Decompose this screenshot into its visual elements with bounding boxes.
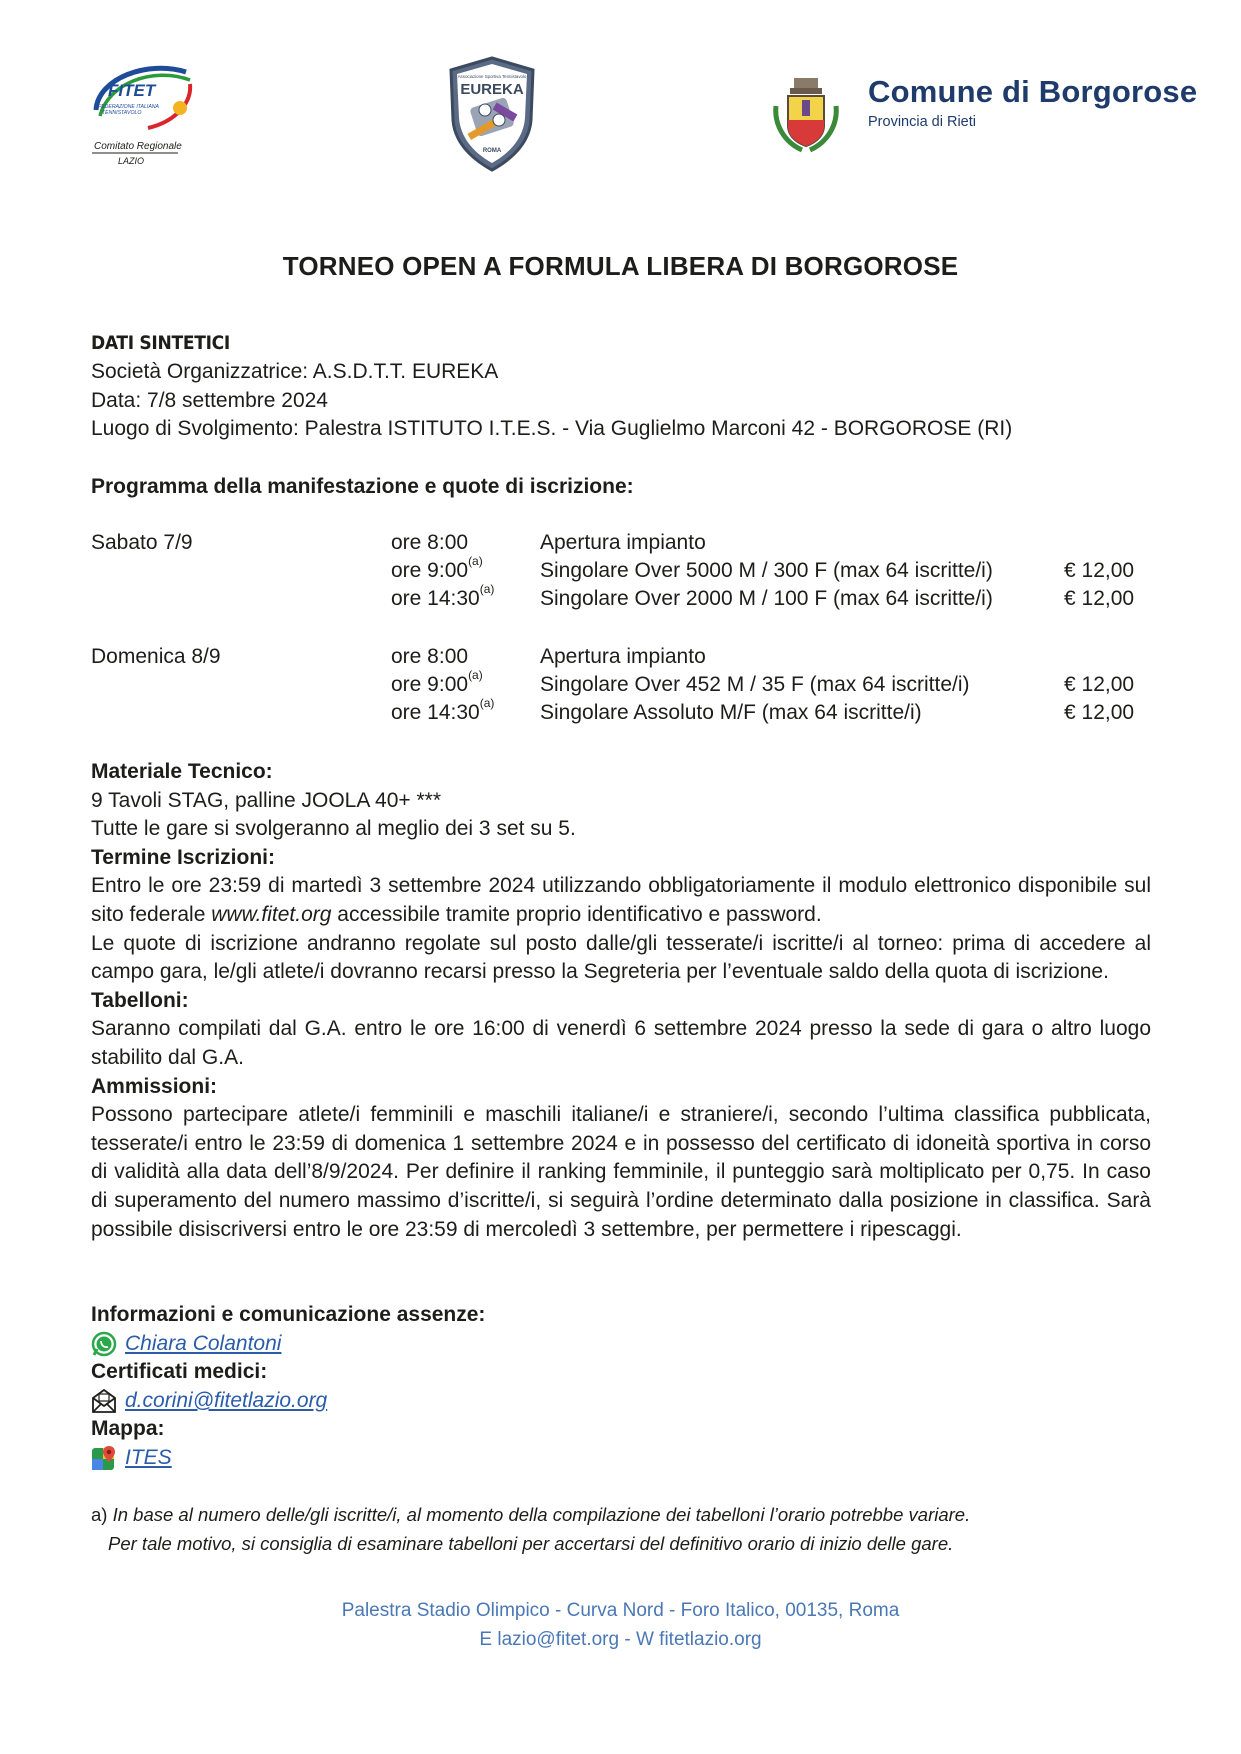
schedule-event: Apertura impianto xyxy=(540,645,706,668)
schedule-price: € 12,00 xyxy=(1064,587,1135,610)
materiale-heading: Materiale Tecnico: xyxy=(91,760,273,783)
email-contact[interactable] xyxy=(91,1387,1151,1416)
schedule-time: ore 14:30$^{(a)}$ xyxy=(391,582,495,610)
svg-text:TENNISTAVOLO: TENNISTAVOLO xyxy=(102,110,142,116)
schedule-event: Singolare Over 5000 M / 300 F (max 64 iscritte/i) xyxy=(540,559,993,582)
schedule-event: Apertura impianto xyxy=(540,531,706,554)
svg-text:FEDERAZIONE ITALIANA: FEDERAZIONE ITALIANA xyxy=(98,104,160,110)
dati-date: Data: 7/8 settembre 2024 xyxy=(91,388,328,412)
whatsapp-contact[interactable] xyxy=(91,1330,1151,1359)
dati-venue: Luogo di Svolgimento: Palestra ISTITUTO I.T.E.S. - Via Guglielmo Marconi 42 - BORGOROSE (RI) xyxy=(91,417,1013,440)
info-block xyxy=(91,758,1151,1473)
mappa-heading: Mappa: xyxy=(91,1417,165,1441)
schedule-price: € 12,00 xyxy=(1064,701,1135,724)
termine-heading: Termine Iscrizioni: xyxy=(91,845,275,869)
footnote xyxy=(91,1500,970,1558)
schedule-event: Singolare Over 452 M / 35 F (max 64 iscritte/i) xyxy=(540,673,970,696)
footnote-line-1: In base al numero delle/gli iscritte/i, al momento della compilazione dei tabelloni l’orario potrebbe variare. xyxy=(112,1504,971,1525)
fitet-committee: Comitato Regionale xyxy=(94,141,182,152)
schedule-event: Singolare Assoluto M/F (max 64 iscritte/i) xyxy=(540,701,922,724)
schedule-time: ore 8:00 xyxy=(391,531,469,554)
comune-name: Comune di Borgorose xyxy=(868,74,1198,109)
dati-heading: DATI SINTETICI xyxy=(91,332,230,354)
schedule-price: € 12,00 xyxy=(1064,559,1135,582)
footer-address: Palestra Stadio Olimpico - Curva Nord - Foro Italico, 00135, Roma xyxy=(341,1600,900,1621)
ammissioni-paragraph: Possono partecipare atlete/i femminili e maschili italiane/i e straniere/i, secondo l’ultima classifica pubblicata, tesserate/i entro le 23:59 di domenica 1 settembre 2024 e in possesso del certificato di idoneità sportiva in corso di validità alla data dell’8/9/2024. Per definire il ranking femminile, il punteggio sarà moltiplicato per 0,75. In caso di superamento del numero massimo d’iscritte/i, si seguirà l’ordine determinato dalla posizione in classifica. Sarà possibile disiscriversi entro le ore 23:59 di mercoledì 3 settembre, per permettere i ripescaggi. xyxy=(91,1103,1151,1241)
tabelloni-paragraph: Saranno compilati dal G.A. entro le ore 16:00 di venerdì 6 settembre 2024 presso la sede di gara o altro luogo stabilito dal G.A. xyxy=(91,1017,1151,1069)
programma-heading: Programma della manifestazione e quote di iscrizione: xyxy=(91,475,634,498)
dati-block xyxy=(91,358,1155,444)
comune-province: Provincia di Rieti xyxy=(868,114,976,130)
google-maps-icon xyxy=(91,1445,117,1471)
schedule-time: ore 9:00$^{(a)}$ xyxy=(391,554,483,582)
whatsapp-link[interactable]: Chiara Colantoni xyxy=(125,1331,282,1355)
page-title: TORNEO OPEN A FORMULA LIBERA DI BORGOROSE xyxy=(282,251,959,281)
footnote-marker: a) xyxy=(91,1504,108,1525)
schedule-time: ore 14:30$^{(a)}$ xyxy=(391,696,495,724)
fitet-region: LAZIO xyxy=(118,156,145,166)
footnote-line-2: Per tale motivo, si consiglia di esaminare tabelloni per accertarsi del definitivo orario di inizio delle gare. xyxy=(108,1533,954,1554)
footer-contacts: E lazio@fitet.org - W fitetlazio.org xyxy=(479,1629,762,1650)
map-link[interactable]: ITES xyxy=(125,1446,172,1470)
map-contact[interactable] xyxy=(91,1444,1151,1473)
fitet-logo xyxy=(88,58,208,170)
page-footer xyxy=(0,1596,1241,1654)
termine-paragraph-2: Le quote di iscrizione andranno regolate sul posto dalle/gli tesserate/i iscritte/i al torneo: prima di accedere al campo gara, le/gli atlete/i dovranno recarsi presso la Segreteria per l’eventuale saldo della quota di iscrizione. xyxy=(91,931,1151,984)
ammissioni-heading: Ammissioni: xyxy=(91,1074,218,1098)
certificati-heading: Certificati medici: xyxy=(91,1360,268,1384)
day-label: Sabato 7/9 xyxy=(91,531,193,554)
info-heading: Informazioni e comunicazione assenze: xyxy=(91,1303,486,1327)
termine-paragraph-1: Entro le ore 23:59 di martedì 3 settembre 2024 utilizzando obbligatoriamente il modulo elettronico disponibile sul sito federale www.fitet.org accessibile tramite proprio identificativo e password. xyxy=(91,874,1151,926)
materiale-line: 9 Tavoli STAG, palline JOOLA 40+ *** xyxy=(91,788,441,812)
fitet-brand: FITET xyxy=(108,81,156,100)
dati-organizer: Società Organizzatrice: A.S.D.T.T. EUREKA xyxy=(91,360,499,383)
fitet-site-link[interactable]: www.fitet.org xyxy=(211,902,332,926)
day-label: Domenica 8/9 xyxy=(91,645,221,668)
svg-text:Associazione Sportiva Tennista: Associazione Sportiva Tennistavolo xyxy=(457,74,527,79)
eureka-city: ROMA xyxy=(482,148,502,154)
materiale-line: Tutte le gare si svolgeranno al meglio dei 3 set su 5. xyxy=(91,817,576,841)
schedule-price: € 12,00 xyxy=(1064,673,1135,696)
schedule-time: ore 9:00$^{(a)}$ xyxy=(391,668,483,696)
tabelloni-heading: Tabelloni: xyxy=(91,988,189,1012)
eureka-name: EUREKA xyxy=(460,81,524,98)
borgorose-crest-icon xyxy=(772,76,840,156)
schedule-time: ore 8:00 xyxy=(391,645,469,668)
whatsapp-icon xyxy=(91,1331,117,1357)
envelope-icon xyxy=(91,1388,117,1414)
eureka-logo xyxy=(443,56,541,172)
schedule-event: Singolare Over 2000 M / 100 F (max 64 iscritte/i) xyxy=(540,587,993,610)
email-link[interactable]: d.corini@fitetlazio.org xyxy=(125,1388,328,1412)
